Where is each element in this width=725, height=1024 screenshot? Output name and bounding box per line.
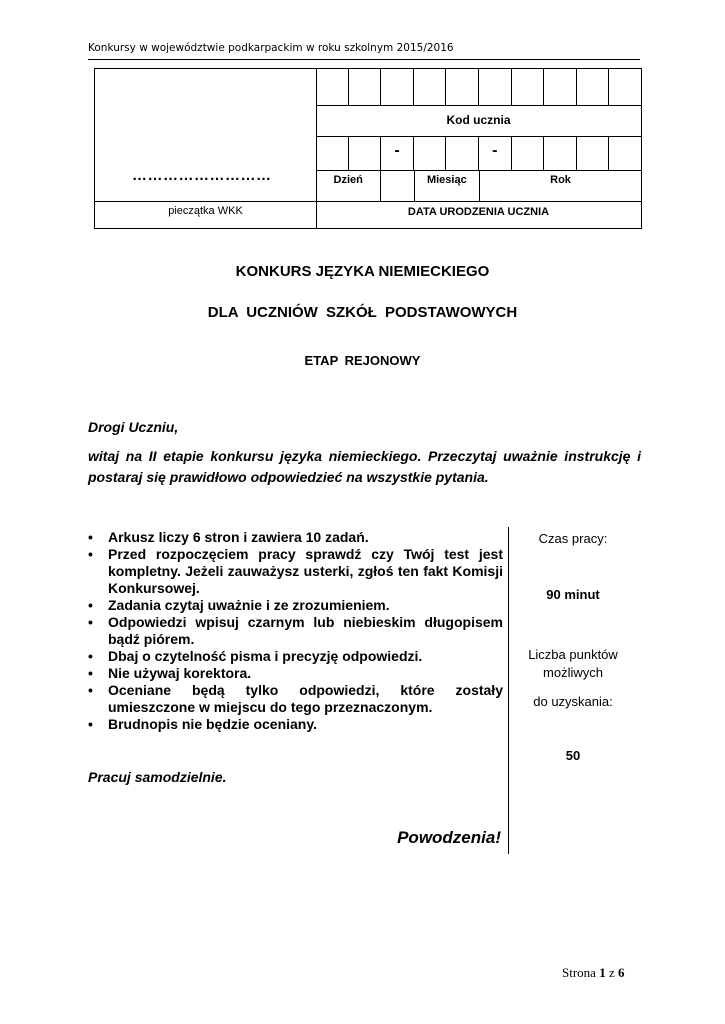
- dash: -: [380, 136, 413, 170]
- intro-text: witaj na II etapie konkursu języka niemieckiego. Przeczytaj uważnie instrukcję i postaraj się prawidłowo odpowiedzieć na wszystkie pytania.: [88, 448, 641, 485]
- page-prefix: Strona: [562, 965, 600, 980]
- code-label: Kod ucznia: [316, 105, 641, 137]
- birth-cell[interactable]: [608, 136, 641, 170]
- column-divider: [508, 527, 509, 854]
- month-label: Miesiąc: [414, 170, 479, 201]
- birth-cell[interactable]: [348, 136, 381, 170]
- code-cell[interactable]: [348, 69, 381, 105]
- bullet-icon: •: [88, 682, 93, 698]
- time-value: 90 minut: [546, 587, 600, 602]
- rule-text: Odpowiedzi wpisuj czarnym lub niebieskim długopisem bądź piórem.: [108, 614, 503, 647]
- rule-text: Nie używaj korektora.: [108, 665, 252, 681]
- work-alone-text: Pracuj samodzielnie.: [88, 769, 227, 785]
- current-page: 1: [599, 965, 606, 980]
- header-rule: [88, 59, 640, 60]
- code-cell[interactable]: [576, 69, 609, 105]
- points-value: 50: [565, 748, 581, 763]
- page-number: [562, 965, 624, 981]
- code-cell[interactable]: [316, 69, 348, 105]
- birth-cell[interactable]: [445, 136, 478, 170]
- total-pages: 6: [617, 965, 625, 980]
- rules-list: [88, 529, 503, 733]
- year-label: Rok: [479, 170, 641, 201]
- student-id-box: [94, 68, 642, 229]
- code-cell[interactable]: [445, 69, 478, 105]
- rule-text: Zadania czytaj uważnie i ze zrozumieniem.: [108, 597, 390, 613]
- bullet-icon: •: [88, 665, 93, 681]
- code-cell[interactable]: [511, 69, 544, 105]
- code-cell[interactable]: [543, 69, 576, 105]
- rule-item: [88, 682, 503, 716]
- dash: -: [478, 136, 511, 170]
- rule-text: Przed rozpoczęciem pracy sprawdź czy Twój test jest kompletny. Jeżeli zauważysz usterki, zgłoś ten fakt Komisji Konkursowej.: [108, 546, 503, 596]
- code-cells-row: [316, 69, 641, 106]
- header-text: Konkursy w województwie podkarpackim w roku szkolnym 2015/2016: [88, 42, 454, 54]
- greeting: Drogi Uczniu,: [88, 419, 179, 435]
- points-label: Liczba punktów możliwych: [528, 647, 618, 680]
- points-label-cont: do uzyskania:: [533, 694, 613, 709]
- code-cell[interactable]: [380, 69, 413, 105]
- bullet-icon: •: [88, 546, 93, 562]
- bullet-icon: •: [88, 716, 93, 732]
- bullet-icon: •: [88, 648, 93, 664]
- birth-date-label: DATA URODZENIA UCZNIA: [407, 206, 550, 218]
- good-luck-text: Powodzenia!: [397, 828, 501, 847]
- date-spacer: [380, 170, 413, 201]
- rule-item: [88, 529, 503, 546]
- rule-text: Brudnopis nie będzie oceniany.: [108, 716, 317, 732]
- code-cell[interactable]: [478, 69, 511, 105]
- rule-text: Arkusz liczy 6 stron i zawiera 10 zadań.: [108, 529, 369, 545]
- bullet-icon: •: [88, 614, 93, 630]
- bullet-icon: •: [88, 597, 93, 613]
- title-line-2: DLA UCZNIÓW SZKÓŁ PODSTAWOWYCH: [207, 304, 518, 321]
- time-label: Czas pracy:: [538, 531, 608, 546]
- code-cell[interactable]: [608, 69, 641, 105]
- rule-text: Dbaj o czytelność pisma i precyzję odpowiedzi.: [108, 648, 423, 664]
- rule-text: Oceniane będą tylko odpowiedzi, które zostały umieszczone w miejscu do tego przeznaczonym.: [108, 682, 503, 715]
- rule-item: [88, 716, 503, 733]
- box-bottom-rule: [95, 201, 641, 202]
- stamp-label: pieczątka WKK: [168, 205, 243, 217]
- birth-cell[interactable]: [511, 136, 544, 170]
- birth-cells-row: [316, 136, 641, 171]
- title-line-1: KONKURS JĘZYKA NIEMIECKIEGO: [235, 263, 490, 280]
- stamp-dots: ………………………: [132, 167, 272, 184]
- title-line-3: ETAP REJONOWY: [304, 353, 421, 368]
- code-cell[interactable]: [413, 69, 446, 105]
- birth-cell[interactable]: [316, 136, 348, 170]
- rule-item: [88, 665, 503, 682]
- code-grid: [316, 69, 641, 201]
- rule-item: [88, 648, 503, 665]
- birth-cell[interactable]: [413, 136, 446, 170]
- birth-cell[interactable]: [576, 136, 609, 170]
- day-label: Dzień: [333, 174, 363, 186]
- rule-item: [88, 614, 503, 648]
- rule-item: [88, 546, 503, 597]
- date-labels-row: [316, 170, 641, 201]
- birth-cell[interactable]: [543, 136, 576, 170]
- bullet-icon: •: [88, 529, 93, 545]
- page-mid: z: [605, 965, 618, 980]
- rule-item: [88, 597, 503, 614]
